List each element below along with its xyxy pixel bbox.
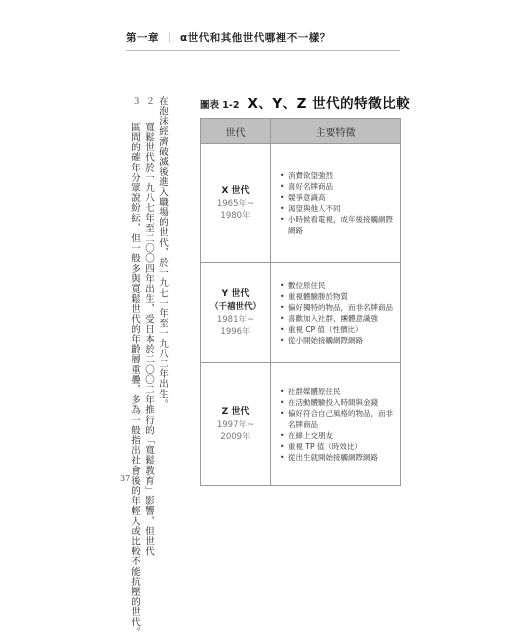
figure-label: 圖表 1-2: [200, 100, 240, 111]
generation-range-start: 1981年~: [216, 314, 255, 325]
trait-item: • 在活動體驗投入時間與金錢: [280, 397, 395, 408]
column-header-traits: 主要特徵: [271, 119, 401, 144]
header-divider: [126, 50, 400, 51]
trait-item: • 渴望與他人不同: [280, 203, 395, 214]
generation-range-start: 1965年~: [216, 198, 255, 209]
trait-item: • 重視 TP 值（時效比）: [280, 441, 395, 452]
trait-item: • 重視 CP 值（性價比）: [280, 324, 395, 335]
trait-item: • 從小開始接觸網際網路: [280, 335, 395, 346]
column-header-generation: 世代: [201, 119, 271, 144]
generation-name: X 世代: [221, 185, 250, 196]
figure-title: [200, 92, 410, 112]
table-row: [201, 363, 401, 486]
footnote-2-number: ２: [144, 96, 154, 106]
table-row: [201, 144, 401, 263]
footnote-3-text: 寬鬆世代於一九八七年至二〇〇四年出生，受日本於二〇〇二年推行的「寬鬆教育」影響，但世代: [143, 122, 154, 557]
trait-item: • 偏好符合自己風格的物品，而非名牌商品: [280, 408, 395, 430]
generation-range-start: 1997年~: [216, 419, 255, 430]
generation-alias: （千禧世代）: [209, 301, 261, 312]
generation-cell-z: [201, 363, 271, 486]
chapter-label: 第一章: [126, 32, 159, 44]
generation-range-end: 1980年: [220, 210, 251, 221]
trait-item: • 競爭意識高: [280, 192, 395, 203]
traits-cell-z: [271, 363, 401, 486]
traits-cell-x: [271, 144, 401, 263]
generation-comparison-table: [200, 118, 401, 486]
generation-cell-y: [201, 263, 271, 363]
trait-item: • 喜歡加入社群，團體意識強: [280, 313, 395, 324]
traits-list: [272, 376, 399, 473]
table-header-row: [201, 119, 401, 144]
running-header: [126, 30, 406, 45]
trait-item: • 消費欲望強烈: [280, 170, 395, 181]
trait-item: • 從出生就開始接觸網際網路: [280, 452, 395, 463]
generation-name: Y 世代: [221, 288, 250, 299]
figure-heading: X、Y、Z 世代的特徵比較: [247, 96, 411, 112]
footnote-3-continuation: 區間的確年分眾說紛紜，但一般多與寬鬆世代的年齡層重疊，多為一般指出社會後的年輕人或比較不能抗壓的世代。: [129, 122, 140, 637]
page-number: 37: [120, 474, 131, 483]
header-separator: ｜: [164, 32, 175, 44]
generation-range-end: 2009年: [220, 431, 251, 442]
trait-item: • 重視體驗勝於物質: [280, 291, 395, 302]
generation-range-end: 1996年: [220, 326, 251, 337]
footnote-2-text: 在泡沫經濟破滅後進入職場的世代，於一九七一年至一九八二年出生。: [157, 96, 168, 410]
trait-item: • 小時候看電視，成年後接觸網際網路: [280, 214, 395, 236]
trait-item: • 數位原住民: [280, 280, 395, 291]
trait-item: • 偏好獨特的物品，而非名牌商品: [280, 302, 395, 313]
traits-cell-y: [271, 263, 401, 363]
generation-name: Z 世代: [221, 406, 250, 417]
footnote-3-number: ３: [130, 96, 140, 106]
traits-list: [272, 270, 399, 356]
trait-item: • 社群媒體原住民: [280, 386, 395, 397]
generation-cell-x: [201, 144, 271, 263]
chapter-title: α世代和其他世代哪裡不一樣？: [180, 32, 331, 44]
traits-list: [272, 160, 399, 246]
trait-item: • 喜好名牌商品: [280, 181, 395, 192]
table-row: [201, 263, 401, 363]
trait-item: • 在線上交朋友: [280, 430, 395, 441]
